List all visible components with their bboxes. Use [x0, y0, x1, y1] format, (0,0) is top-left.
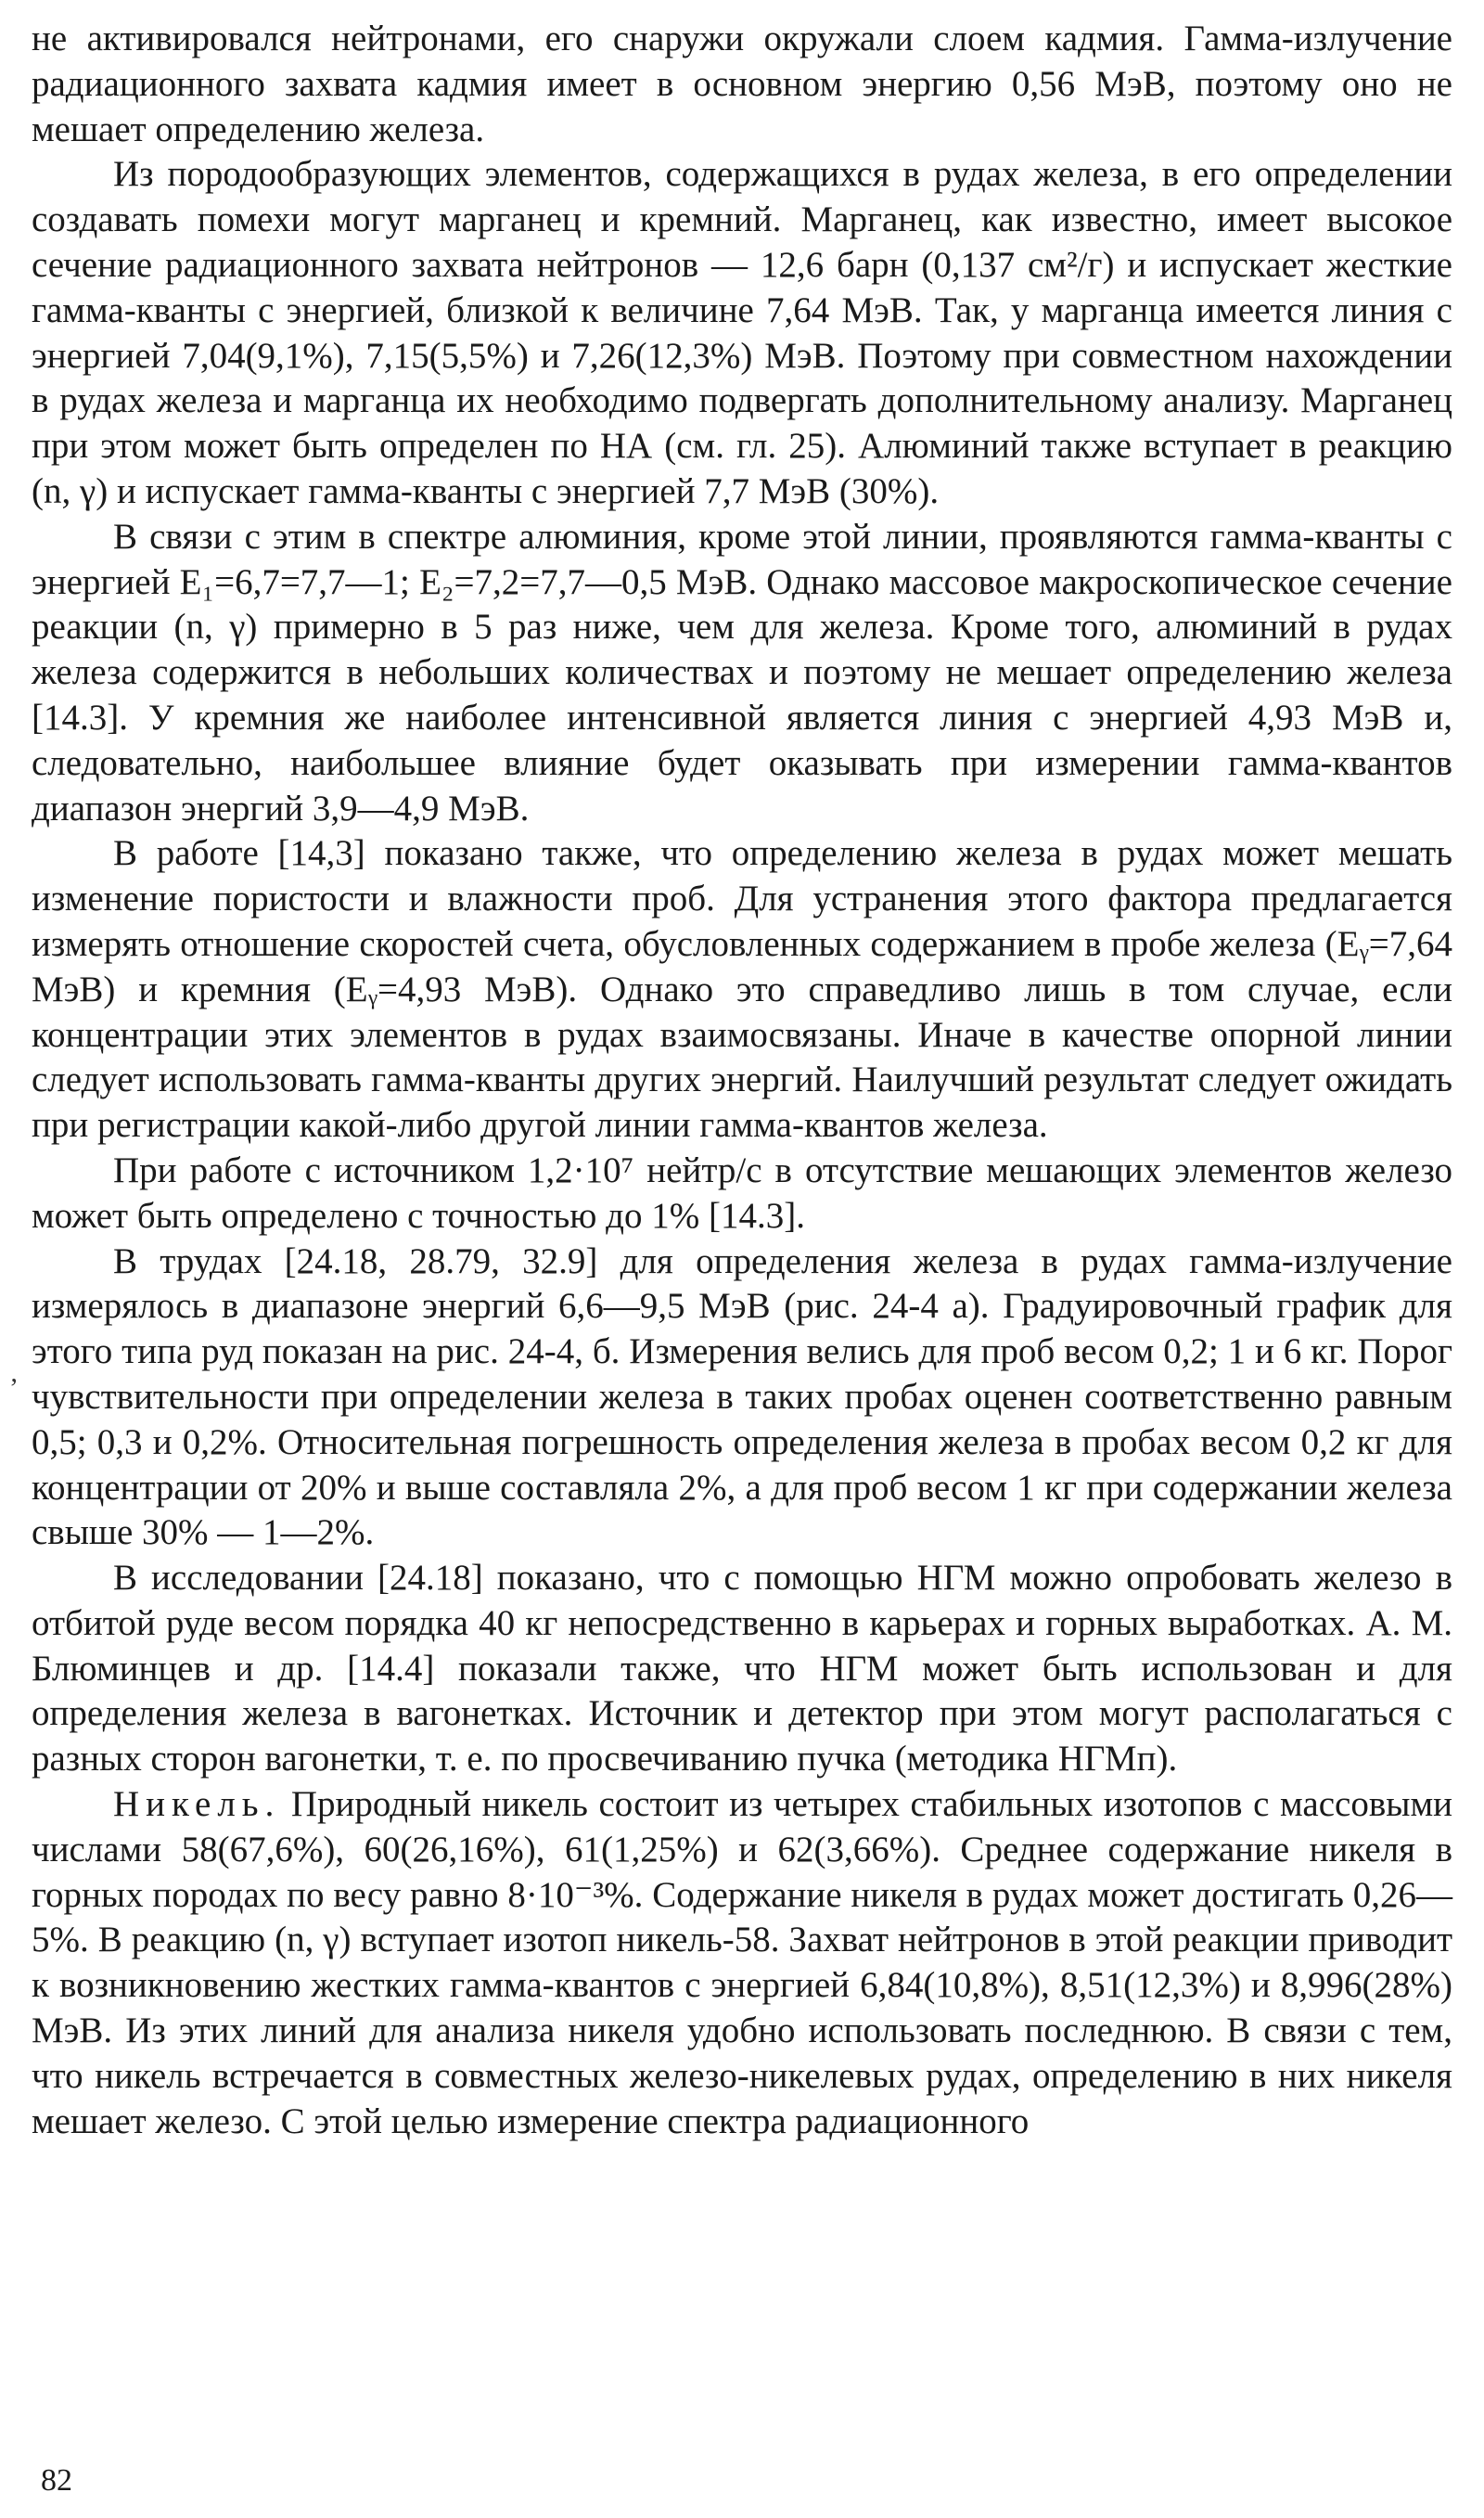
paragraph-5: При работе с источником 1,2·10⁷ нейтр/с в отсутствие мешающих элементов железо может быть определено с точностью до 1% [14.3]. — [32, 1150, 1452, 1236]
nickel-heading: Никель. — [113, 1784, 281, 1825]
nickel-paragraph-text: Природный никель состоит из четырех стабильных изотопов с массовыми числами 58(67,6%), 60(26,16%), 61(1,25%) и 62(3,66%). Среднее содержание никеля в горных породах по весу равно 8·10⁻³%. Содержание никеля в рудах может достигать 0,26—5%. В реакцию (n, γ) вступает изотоп никель-58. Захват нейтронов в этой реакции приводит к возникновению жестких гамма-квантов с энергией 6,84(10,8%), 8,51(12,3%) и 8,996(28%) МэВ. Из этих линий для анализа никеля удобно использовать последнюю. В связи с тем, что никель встречается в совместных железо-никелевых рудах, определению в них никеля мешает железо. С этой целью измерение спектра радиационного — [32, 1784, 1452, 2141]
paragraph-7: В исследовании [24.18] показано, что с помощью НГМ можно опробовать железо в отбитой руде весом порядка 40 кг непосредственно в карьерах и горных выработках. А. М. Блюминцев и др. [14.4] показали также, что НГМ может быть использован и для определения железа в вагонетках. Источник и детектор при этом могут располагаться с разных сторон вагонетки, т. е. по просвечиванию пучка (методика НГМп). — [32, 1558, 1452, 1779]
margin-mark: ‚ — [9, 1357, 19, 1388]
paragraph-1: не активировался нейтронами, его снаружи окружали слоем кадмия. Гамма-излучение радиационного захвата кадмия имеет в основном энергию 0,56 МэВ, поэтому оно не мешает определению железа. — [32, 19, 1452, 149]
page-body — [32, 17, 1452, 2144]
paragraph-2: Из породообразующих элементов, содержащихся в рудах железа, в его определении создавать помехи могут марганец и кремний. Марганец, как известно, имеет высокое сечение радиационного захвата нейтронов — 12,6 барн (0,137 см²/г) и испускает жесткие гамма-кванты с энергией, близкой к величине 7,64 МэВ. Так, у марганца имеется линия с энергией 7,04(9,1%), 7,15(5,5%) и 7,26(12,3%) МэВ. Поэтому при совместном нахождении в рудах железа и марганца их необходимо подвергать дополнительному анализу. Марганец при этом может быть определен по НА (см. гл. 25). Алюминий также вступает в реакцию (n, γ) и испускает гамма-кванты с энергией 7,7 МэВ (30%). — [32, 154, 1452, 511]
paragraph-4: В работе [14,3] показано также, что определению железа в рудах может мешать изменение пористости и влажности проб. Для устранения этого фактора предлагается измерять отношение скоростей счета, обусловленных содержанием в пробе железа (Eᵧ=7,64 МэВ) и кремния (Eᵧ=4,93 МэВ). Однако это справедливо лишь в том случае, если концентрации этих элементов в рудах взаимосвязаны. Иначе в качестве опорной линии следует использовать гамма-кванты других энергий. Наилучший результат следует ожидать при регистрации какой-либо другой линии гамма-квантов железа. — [32, 833, 1452, 1146]
paragraph-8-nickel — [32, 1782, 1452, 2144]
page-number: 82 — [41, 2463, 72, 2498]
paragraph-3: В связи с этим в спектре алюминия, кроме этой линии, проявляются гамма-кванты с энергией E₁=6,7=7,7—1; E₂=7,2=7,7—0,5 МэВ. Однако массовое макроскопическое сечение реакции (n, γ) примерно в 5 раз ниже, чем для железа. Кроме того, алюминий в рудах железа содержится в небольших количествах и поэтому не мешает определению железа [14.3]. У кремния же наиболее интенсивной является линия с энергией 4,93 МэВ и, следовательно, наибольшее влияние будет оказывать при измерении гамма-квантов диапазон энергий 3,9—4,9 МэВ. — [32, 516, 1452, 829]
paragraph-6: В трудах [24.18, 28.79, 32.9] для определения железа в рудах гамма-излучение измерялось в диапазоне энергий 6,6—9,5 МэВ (рис. 24-4 а). Градуировочный график для этого типа руд показан на рис. 24-4, б. Измерения велись для проб весом 0,2; 1 и 6 кг. Порог чувствительности при определении железа в таких пробах оценен соответственно равным 0,5; 0,3 и 0,2%. Относительная погрешность определения железа в пробах весом 0,2 кг для концентрации от 20% и выше составляла 2%, а для проб весом 1 кг при содержании железа свыше 30% — 1—2%. — [32, 1240, 1452, 1553]
